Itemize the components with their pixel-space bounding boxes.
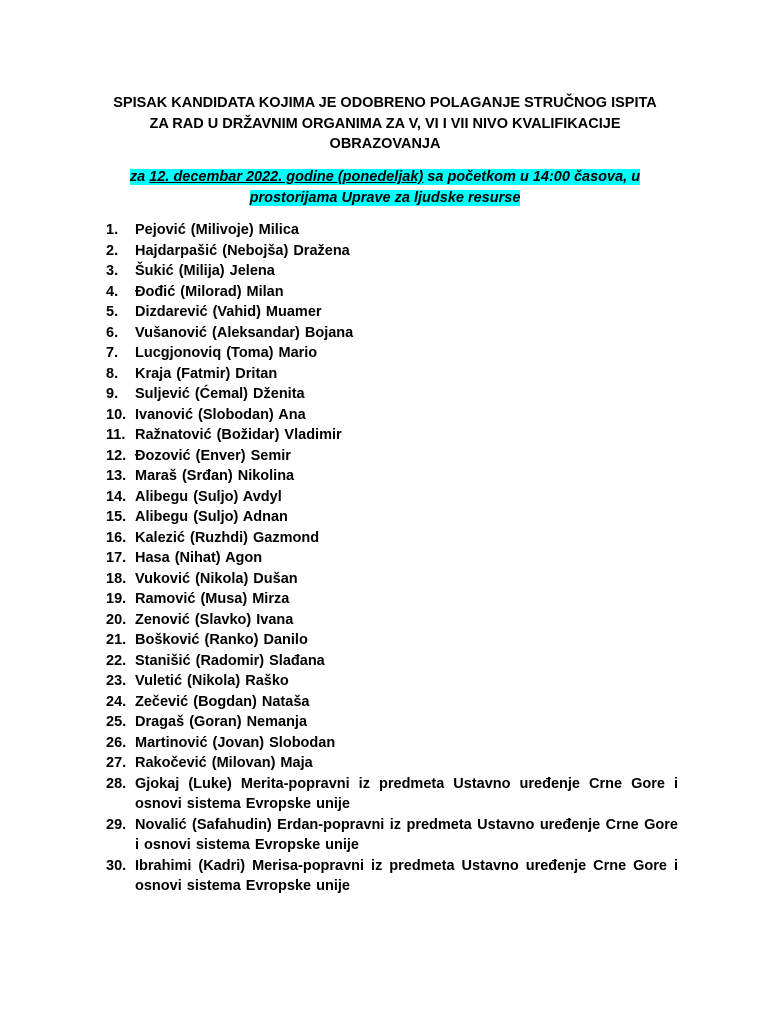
candidate-name: Maraš (Srđan) Nikolina	[135, 468, 295, 484]
candidate-number: 15.	[106, 509, 127, 525]
candidate-item	[106, 856, 678, 897]
candidate-item	[106, 712, 678, 733]
candidate-item	[106, 774, 678, 815]
exam-date: 12. decembar 2022. godine (ponedeljak)	[149, 169, 424, 185]
candidate-name: Ivanović (Slobodan) Ana	[135, 406, 306, 423]
candidate-name: Ibrahimi (Kadri) Merisa-popravni iz predmeta Ustavno uređenje Crne Gore i osnovi sistema Evropske unije	[135, 857, 678, 894]
candidate-number: 16.	[106, 529, 127, 546]
candidate-name: Suljević (Ćemal) Dženita	[135, 386, 305, 402]
candidate-number: 19.	[106, 591, 127, 607]
candidate-name: Ražnatović (Božidar) Vladimir	[135, 427, 342, 443]
candidate-number: 7.	[106, 345, 119, 361]
candidate-item	[106, 753, 678, 774]
candidate-number: 11.	[106, 427, 126, 443]
candidate-item	[106, 528, 678, 549]
title-line-2: ZA RAD U DRŽAVNIM ORGANIMA ZA V, VI I VII NIVO KVALIFIKACIJE	[149, 115, 621, 132]
candidate-name: Vuletić (Nikola) Raško	[135, 673, 289, 689]
candidate-item	[106, 384, 678, 405]
document-title	[90, 93, 680, 155]
candidate-list	[106, 220, 678, 897]
notice-location: prostorijama Uprave za ljudske resurse	[249, 189, 521, 206]
candidate-item	[106, 302, 678, 323]
candidate-number: 9.	[106, 386, 119, 402]
candidate-number: 20.	[106, 611, 127, 628]
candidate-number: 4.	[106, 283, 119, 300]
candidate-name: Pejović (Milivoje) Milica	[135, 222, 299, 238]
candidate-item	[106, 425, 678, 446]
candidate-name: Vušanović (Aleksandar) Bojana	[135, 324, 354, 341]
candidate-number: 12.	[106, 447, 127, 464]
candidate-name: Ramović (Musa) Mirza	[135, 591, 290, 607]
candidate-name: Alibegu (Suljo) Avdyl	[135, 488, 282, 505]
candidate-name: Martinović (Jovan) Slobodan	[135, 734, 336, 751]
candidate-name: Hajdarpašić (Nebojša) Dražena	[135, 242, 350, 259]
candidate-item	[106, 651, 678, 672]
candidate-number: 28.	[106, 775, 127, 792]
candidate-name: Rakočević (Milovan) Maja	[135, 755, 313, 771]
candidate-number: 21.	[106, 632, 127, 648]
candidate-item	[106, 692, 678, 713]
notice-time: sa početkom u 14:00 časova, u	[423, 169, 641, 185]
candidate-name: Šukić (Milija) Jelena	[135, 263, 275, 279]
candidate-item	[106, 446, 678, 467]
candidate-item	[106, 589, 678, 610]
candidate-item	[106, 466, 678, 487]
candidate-name: Lucgjonoviq (Toma) Mario	[135, 345, 318, 361]
candidate-number: 17.	[106, 550, 127, 566]
candidate-item	[106, 569, 678, 590]
candidate-number: 6.	[106, 324, 119, 341]
candidate-item	[106, 220, 678, 241]
candidate-name: Zenović (Slavko) Ivana	[135, 611, 294, 628]
candidate-item	[106, 815, 678, 856]
candidate-number: 3.	[106, 263, 119, 279]
candidate-name: Gjokaj (Luke) Merita-popravni iz predmeta Ustavno uređenje Crne Gore i osnovi sistema Evropske unije	[135, 775, 678, 812]
candidate-item	[106, 282, 678, 303]
candidate-item	[106, 261, 678, 282]
candidate-number: 14.	[106, 488, 127, 505]
title-line-3: OBRAZOVANJA	[329, 136, 441, 152]
candidate-number: 22.	[106, 652, 127, 669]
candidate-item	[106, 630, 678, 651]
candidate-item	[106, 364, 678, 385]
candidate-name: Kraja (Fatmir) Dritan	[135, 365, 278, 382]
title-line-1: SPISAK KANDIDATA KOJIMA JE ODOBRENO POLAGANJE STRUČNOG ISPITA	[113, 95, 657, 111]
candidate-number: 10.	[106, 406, 127, 423]
candidate-number: 25.	[106, 714, 127, 730]
candidate-number: 18.	[106, 570, 127, 587]
candidate-name: Stanišić (Radomir) Slađana	[135, 652, 325, 669]
candidate-number: 24.	[106, 693, 127, 710]
candidate-number: 29.	[106, 816, 127, 833]
candidate-name: Novalić (Safahudin) Erdan-popravni iz predmeta Ustavno uređenje Crne Gore i osnovi sistema Evropske unije	[135, 816, 678, 853]
candidate-name: Zečević (Bogdan) Nataša	[135, 693, 310, 710]
candidate-name: Dizdarević (Vahid) Muamer	[135, 304, 322, 320]
candidate-number: 27.	[106, 755, 127, 771]
candidate-number: 1.	[106, 222, 119, 238]
candidate-name: Đođić (Milorad) Milan	[135, 283, 284, 300]
candidate-name: Vuković (Nikola) Dušan	[135, 570, 298, 587]
candidate-item	[106, 548, 678, 569]
exam-date-notice	[100, 167, 670, 208]
candidate-item	[106, 733, 678, 754]
candidate-name: Kalezić (Ruzhdi) Gazmond	[135, 529, 320, 546]
candidate-item	[106, 323, 678, 344]
highlighted-line-1	[130, 169, 640, 185]
candidate-number: 26.	[106, 734, 127, 751]
candidate-name: Dragaš (Goran) Nemanja	[135, 714, 308, 730]
candidate-name: Hasa (Nihat) Agon	[135, 550, 263, 566]
candidate-item	[106, 610, 678, 631]
candidate-item	[106, 241, 678, 262]
candidate-item	[106, 343, 678, 364]
candidate-number: 13.	[106, 468, 127, 484]
candidate-number: 23.	[106, 673, 127, 689]
candidate-name: Đozović (Enver) Semir	[135, 447, 291, 464]
candidate-item	[106, 671, 678, 692]
candidate-number: 5.	[106, 304, 119, 320]
notice-prefix: za	[129, 169, 150, 185]
candidate-name: Bošković (Ranko) Danilo	[135, 632, 308, 648]
candidate-item	[106, 507, 678, 528]
candidate-number: 8.	[106, 365, 119, 382]
candidate-item	[106, 487, 678, 508]
candidate-item	[106, 405, 678, 426]
candidate-number: 2.	[106, 242, 119, 259]
candidate-number: 30.	[106, 857, 127, 874]
candidate-name: Alibegu (Suljo) Adnan	[135, 509, 288, 525]
